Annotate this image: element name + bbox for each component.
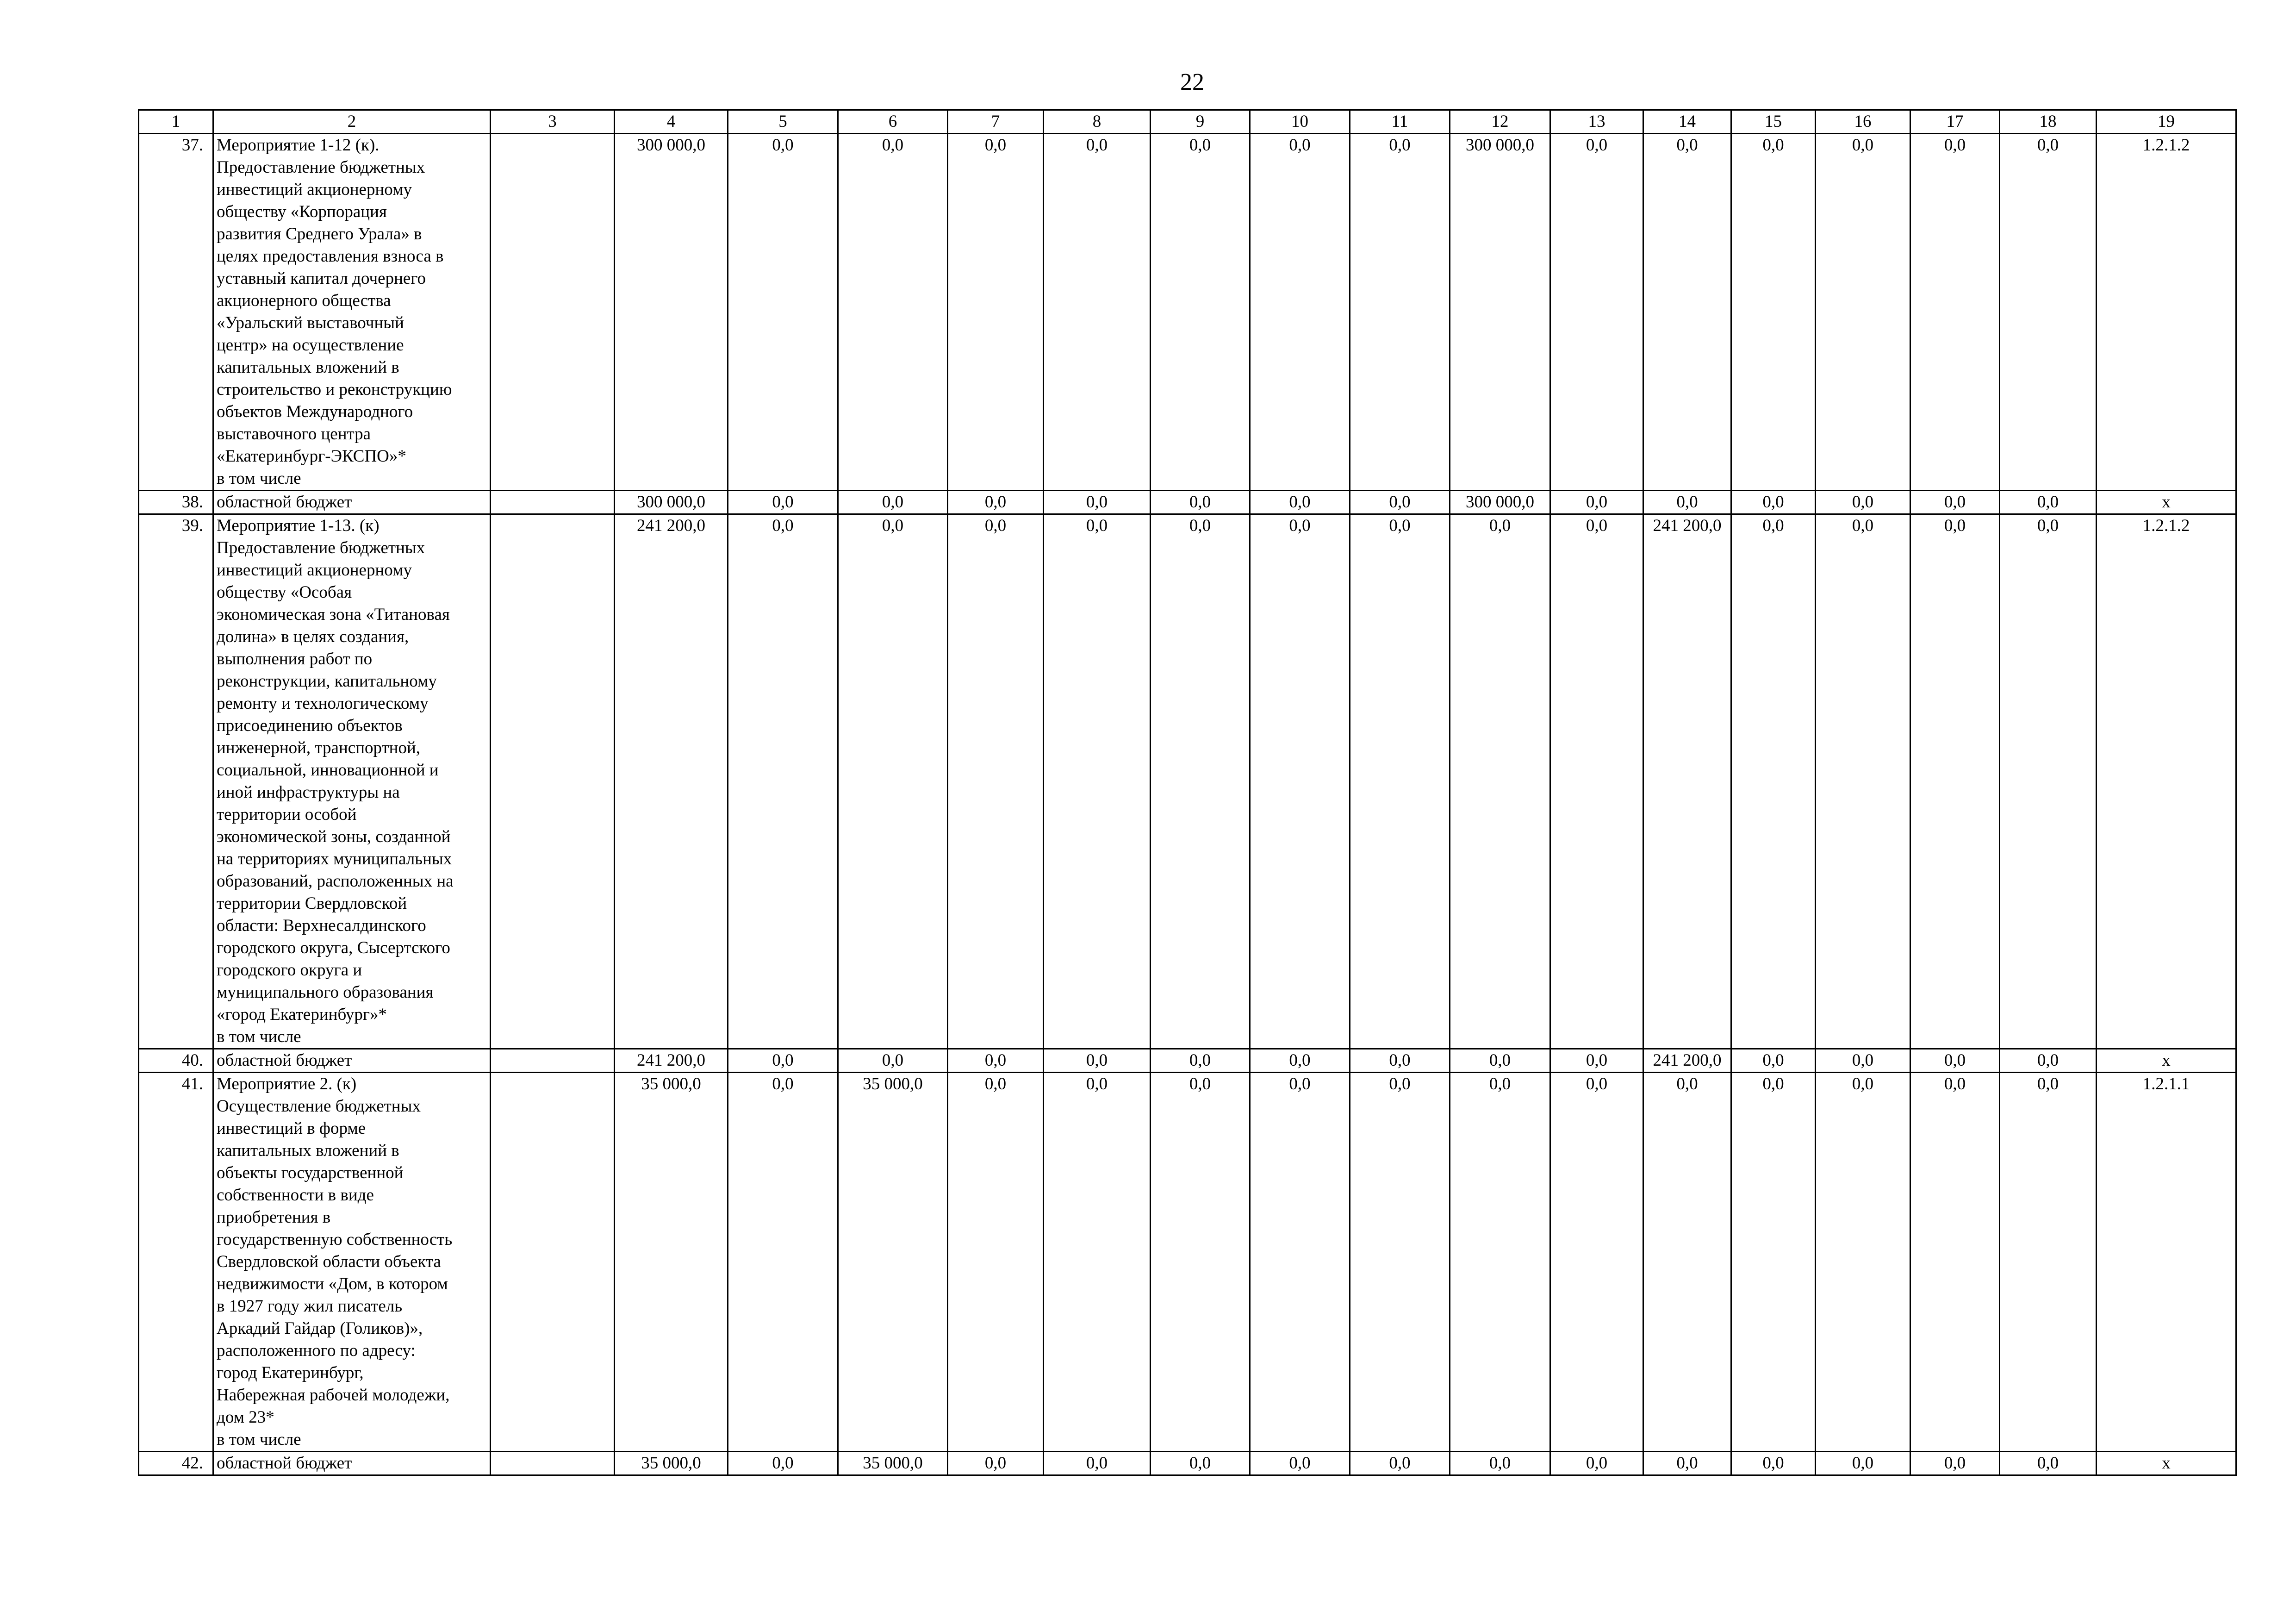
- value-cell-col-6: 0,0: [838, 1049, 948, 1073]
- value-cell-col-17: 0,0: [1910, 491, 2000, 514]
- row-number: 40.: [139, 1049, 213, 1073]
- value-cell-col-17: 0,0: [1910, 134, 2000, 491]
- row-name-line: присоединению объектов: [217, 716, 403, 735]
- column-header-18: 18: [2000, 110, 2097, 134]
- row-name: [213, 1073, 491, 1452]
- value-cell-col-7: 0,0: [948, 491, 1044, 514]
- value-cell-col-11: 0,0: [1350, 1073, 1450, 1452]
- value-cell-col-8: 0,0: [1044, 1049, 1151, 1073]
- target-code: 1.2.1.2: [2097, 134, 2236, 491]
- column-header-11: 11: [1350, 110, 1450, 134]
- value-cell-col-7: 0,0: [948, 1073, 1044, 1452]
- target-code: 1.2.1.2: [2097, 514, 2236, 1049]
- value-cell-col-5: 0,0: [728, 514, 838, 1049]
- column-header-2: 2: [213, 110, 491, 134]
- value-cell-col-12: 0,0: [1450, 1452, 1550, 1475]
- row-name-line: капитальных вложений в: [217, 1141, 399, 1160]
- column-header-12: 12: [1450, 110, 1550, 134]
- value-cell-col-4: 35 000,0: [615, 1073, 728, 1452]
- row-name-line: долина» в целях создания,: [217, 627, 409, 646]
- value-cell-col-9: 0,0: [1151, 134, 1250, 491]
- budget-table: [138, 109, 2237, 1476]
- row-name: [213, 1049, 491, 1073]
- row-name-line: «город Екатеринбург»*: [217, 1005, 387, 1024]
- value-cell-col-8: 0,0: [1044, 491, 1151, 514]
- column-header-9: 9: [1151, 110, 1250, 134]
- value-cell-col-14: 0,0: [1643, 134, 1731, 491]
- row-name-line: в 1927 году жил писатель: [217, 1297, 403, 1316]
- value-cell-col-12: 300 000,0: [1450, 491, 1550, 514]
- value-cell-col-16: 0,0: [1816, 491, 1910, 514]
- target-code: 1.2.1.1: [2097, 1073, 2236, 1452]
- row-name-line: области: Верхнесалдинского: [217, 916, 426, 935]
- row-name-line: Набережная рабочей молодежи,: [217, 1386, 450, 1405]
- row-name-line: выставочного центра: [217, 425, 371, 443]
- value-cell-col-9: 0,0: [1151, 1049, 1250, 1073]
- value-cell-col-11: 0,0: [1350, 514, 1450, 1049]
- value-cell-col-18: 0,0: [2000, 1452, 2097, 1475]
- fund-row: [139, 491, 2236, 514]
- row-name-line: иной инфраструктуры на: [217, 783, 400, 802]
- row-name-line: территории Свердловской: [217, 894, 407, 913]
- row-number: 39.: [139, 514, 213, 1049]
- value-cell-col-18: 0,0: [2000, 1073, 2097, 1452]
- row-name-line: экономическая зона «Титановая: [217, 605, 450, 624]
- row-name: [213, 1452, 491, 1475]
- target-code: х: [2097, 491, 2236, 514]
- column-header-row: [139, 110, 2236, 134]
- row-name-line: социальной, инновационной и: [217, 761, 439, 780]
- value-cell-col-10: 0,0: [1250, 514, 1350, 1049]
- column-3-cell: [491, 1073, 615, 1452]
- row-name-line: ремонту и технологическому: [217, 694, 429, 713]
- row-name-line: Свердловской области объекта: [217, 1252, 441, 1271]
- value-cell-col-15: 0,0: [1731, 514, 1816, 1049]
- value-cell-col-14: 0,0: [1643, 491, 1731, 514]
- row-name-line: Аркадий Гайдар (Голиков)»,: [217, 1319, 423, 1338]
- row-name-line: экономической зоны, созданной: [217, 827, 451, 846]
- value-cell-col-10: 0,0: [1250, 1452, 1350, 1475]
- value-cell-col-7: 0,0: [948, 134, 1044, 491]
- value-cell-col-12: 300 000,0: [1450, 134, 1550, 491]
- value-cell-col-15: 0,0: [1731, 134, 1816, 491]
- value-cell-col-6: 0,0: [838, 514, 948, 1049]
- column-3-cell: [491, 491, 615, 514]
- column-header-4: 4: [615, 110, 728, 134]
- value-cell-col-5: 0,0: [728, 134, 838, 491]
- column-header-6: 6: [838, 110, 948, 134]
- column-header-1: 1: [139, 110, 213, 134]
- row-name-line: расположенного по адресу:: [217, 1341, 416, 1360]
- value-cell-col-18: 0,0: [2000, 134, 2097, 491]
- row-name-line: объектов Международного: [217, 402, 413, 421]
- row-name-line: собственности в виде: [217, 1186, 374, 1205]
- value-cell-col-14: 241 200,0: [1643, 514, 1731, 1049]
- column-header-5: 5: [728, 110, 838, 134]
- value-cell-col-16: 0,0: [1816, 514, 1910, 1049]
- value-cell-col-10: 0,0: [1250, 1049, 1350, 1073]
- page-number: 22: [1180, 69, 1204, 95]
- value-cell-col-16: 0,0: [1816, 1049, 1910, 1073]
- value-cell-col-16: 0,0: [1816, 1452, 1910, 1475]
- value-cell-col-16: 0,0: [1816, 1073, 1910, 1452]
- row-name-line: развития Среднего Урала» в: [217, 225, 422, 244]
- row-name-line: уставный капитал дочернего: [217, 269, 426, 288]
- value-cell-col-4: 241 200,0: [615, 514, 728, 1049]
- column-header-3: 3: [491, 110, 615, 134]
- value-cell-col-13: 0,0: [1550, 1049, 1643, 1073]
- row-number: 42.: [139, 1452, 213, 1475]
- value-cell-col-12: 0,0: [1450, 514, 1550, 1049]
- row-name-line: территории особой: [217, 805, 357, 824]
- row-name-line: обществу «Корпорация: [217, 202, 387, 221]
- row-name-line: Мероприятие 1-12 (к).: [217, 136, 380, 155]
- value-cell-col-13: 0,0: [1550, 134, 1643, 491]
- row-number: 37.: [139, 134, 213, 491]
- value-cell-col-18: 0,0: [2000, 514, 2097, 1049]
- row-name-line: в том числе: [217, 469, 301, 488]
- value-cell-col-16: 0,0: [1816, 134, 1910, 491]
- row-name-line: инженерной, транспортной,: [217, 738, 421, 757]
- value-cell-col-5: 0,0: [728, 1452, 838, 1475]
- row-name-line: городского округа, Сысертского: [217, 938, 450, 957]
- row-name-line: Мероприятие 2. (к): [217, 1074, 357, 1093]
- value-cell-col-4: 35 000,0: [615, 1452, 728, 1475]
- row-name-line: реконструкции, капитальному: [217, 672, 437, 691]
- value-cell-col-6: 35 000,0: [838, 1452, 948, 1475]
- value-cell-col-8: 0,0: [1044, 1452, 1151, 1475]
- value-cell-col-14: 241 200,0: [1643, 1049, 1731, 1073]
- value-cell-col-15: 0,0: [1731, 1049, 1816, 1073]
- column-header-17: 17: [1910, 110, 2000, 134]
- value-cell-col-14: 0,0: [1643, 1073, 1731, 1452]
- column-header-13: 13: [1550, 110, 1643, 134]
- row-name-line: городского округа и: [217, 961, 362, 980]
- row-name-line: капитальных вложений в: [217, 358, 399, 377]
- row-name-line: город Екатеринбург,: [217, 1363, 364, 1382]
- value-cell-col-13: 0,0: [1550, 1452, 1643, 1475]
- value-cell-col-10: 0,0: [1250, 134, 1350, 491]
- row-name-line: инвестиций в форме: [217, 1119, 366, 1138]
- row-number: 38.: [139, 491, 213, 514]
- value-cell-col-4: 241 200,0: [615, 1049, 728, 1073]
- row-name-line: приобретения в: [217, 1208, 331, 1227]
- value-cell-col-13: 0,0: [1550, 1073, 1643, 1452]
- value-cell-col-17: 0,0: [1910, 1073, 2000, 1452]
- row-name-line: выполнения работ по: [217, 650, 373, 668]
- value-cell-col-9: 0,0: [1151, 514, 1250, 1049]
- value-cell-col-15: 0,0: [1731, 1452, 1816, 1475]
- value-cell-col-17: 0,0: [1910, 1049, 2000, 1073]
- row-name-line: областной бюджет: [217, 1454, 352, 1473]
- target-code: х: [2097, 1049, 2236, 1073]
- value-cell-col-4: 300 000,0: [615, 491, 728, 514]
- fund-row: [139, 1049, 2236, 1073]
- row-name-line: Предоставление бюджетных: [217, 158, 425, 177]
- value-cell-col-17: 0,0: [1910, 514, 2000, 1049]
- value-cell-col-9: 0,0: [1151, 491, 1250, 514]
- value-cell-col-13: 0,0: [1550, 514, 1643, 1049]
- value-cell-col-12: 0,0: [1450, 1073, 1550, 1452]
- column-3-cell: [491, 1049, 615, 1073]
- value-cell-col-9: 0,0: [1151, 1073, 1250, 1452]
- value-cell-col-10: 0,0: [1250, 491, 1350, 514]
- value-cell-col-11: 0,0: [1350, 1452, 1450, 1475]
- row-name-line: акционерного общества: [217, 291, 391, 310]
- event-row: [139, 514, 2236, 1049]
- row-name-line: целях предоставления взноса в: [217, 247, 444, 266]
- value-cell-col-8: 0,0: [1044, 134, 1151, 491]
- row-name-line: Осуществление бюджетных: [217, 1097, 421, 1116]
- value-cell-col-17: 0,0: [1910, 1452, 2000, 1475]
- target-code: х: [2097, 1452, 2236, 1475]
- column-header-8: 8: [1044, 110, 1151, 134]
- row-name-line: строительство и реконструкцию: [217, 380, 452, 399]
- value-cell-col-8: 0,0: [1044, 1073, 1151, 1452]
- row-number: 41.: [139, 1073, 213, 1452]
- column-header-16: 16: [1816, 110, 1910, 134]
- value-cell-col-15: 0,0: [1731, 491, 1816, 514]
- value-cell-col-5: 0,0: [728, 1049, 838, 1073]
- value-cell-col-12: 0,0: [1450, 1049, 1550, 1073]
- row-name-line: муниципального образования: [217, 983, 434, 1002]
- value-cell-col-6: 0,0: [838, 491, 948, 514]
- value-cell-col-15: 0,0: [1731, 1073, 1816, 1452]
- row-name-line: «Уральский выставочный: [217, 313, 404, 332]
- value-cell-col-6: 0,0: [838, 134, 948, 491]
- event-row: [139, 134, 2236, 491]
- value-cell-col-11: 0,0: [1350, 134, 1450, 491]
- row-name-line: инвестиций акционерному: [217, 561, 412, 580]
- row-name: [213, 491, 491, 514]
- value-cell-col-8: 0,0: [1044, 514, 1151, 1049]
- value-cell-col-6: 35 000,0: [838, 1073, 948, 1452]
- row-name-line: в том числе: [217, 1430, 301, 1449]
- row-name-line: областной бюджет: [217, 1051, 352, 1070]
- row-name-line: объекты государственной: [217, 1163, 404, 1182]
- value-cell-col-11: 0,0: [1350, 1049, 1450, 1073]
- value-cell-col-11: 0,0: [1350, 491, 1450, 514]
- row-name-line: Мероприятие 1-13. (к): [217, 516, 380, 535]
- column-header-10: 10: [1250, 110, 1350, 134]
- value-cell-col-4: 300 000,0: [615, 134, 728, 491]
- row-name-line: дом 23*: [217, 1408, 274, 1427]
- column-header-14: 14: [1643, 110, 1731, 134]
- row-name-line: на территориях муниципальных: [217, 849, 452, 868]
- column-header-7: 7: [948, 110, 1044, 134]
- row-name-line: недвижимости «Дом, в котором: [217, 1274, 448, 1293]
- row-name: [213, 134, 491, 491]
- value-cell-col-7: 0,0: [948, 514, 1044, 1049]
- row-name-line: инвестиций акционерному: [217, 180, 412, 199]
- value-cell-col-13: 0,0: [1550, 491, 1643, 514]
- row-name-line: центр» на осуществление: [217, 336, 404, 355]
- value-cell-col-5: 0,0: [728, 491, 838, 514]
- row-name-line: в том числе: [217, 1027, 301, 1046]
- row-name-line: государственную собственность: [217, 1230, 453, 1249]
- value-cell-col-18: 0,0: [2000, 491, 2097, 514]
- column-3-cell: [491, 1452, 615, 1475]
- row-name-line: Предоставление бюджетных: [217, 538, 425, 557]
- row-name-line: обществу «Особая: [217, 583, 352, 602]
- column-header-19: 19: [2097, 110, 2236, 134]
- table-body: [139, 110, 2236, 1475]
- row-name-line: образований, расположенных на: [217, 872, 454, 891]
- event-row: [139, 1073, 2236, 1452]
- row-name-line: областной бюджет: [217, 493, 352, 512]
- row-name-line: «Екатеринбург-ЭКСПО»*: [217, 447, 406, 466]
- value-cell-col-7: 0,0: [948, 1452, 1044, 1475]
- value-cell-col-18: 0,0: [2000, 1049, 2097, 1073]
- column-3-cell: [491, 514, 615, 1049]
- value-cell-col-7: 0,0: [948, 1049, 1044, 1073]
- fund-row: [139, 1452, 2236, 1475]
- row-name: [213, 514, 491, 1049]
- value-cell-col-14: 0,0: [1643, 1452, 1731, 1475]
- value-cell-col-5: 0,0: [728, 1073, 838, 1452]
- column-3-cell: [491, 134, 615, 491]
- value-cell-col-10: 0,0: [1250, 1073, 1350, 1452]
- value-cell-col-9: 0,0: [1151, 1452, 1250, 1475]
- column-header-15: 15: [1731, 110, 1816, 134]
